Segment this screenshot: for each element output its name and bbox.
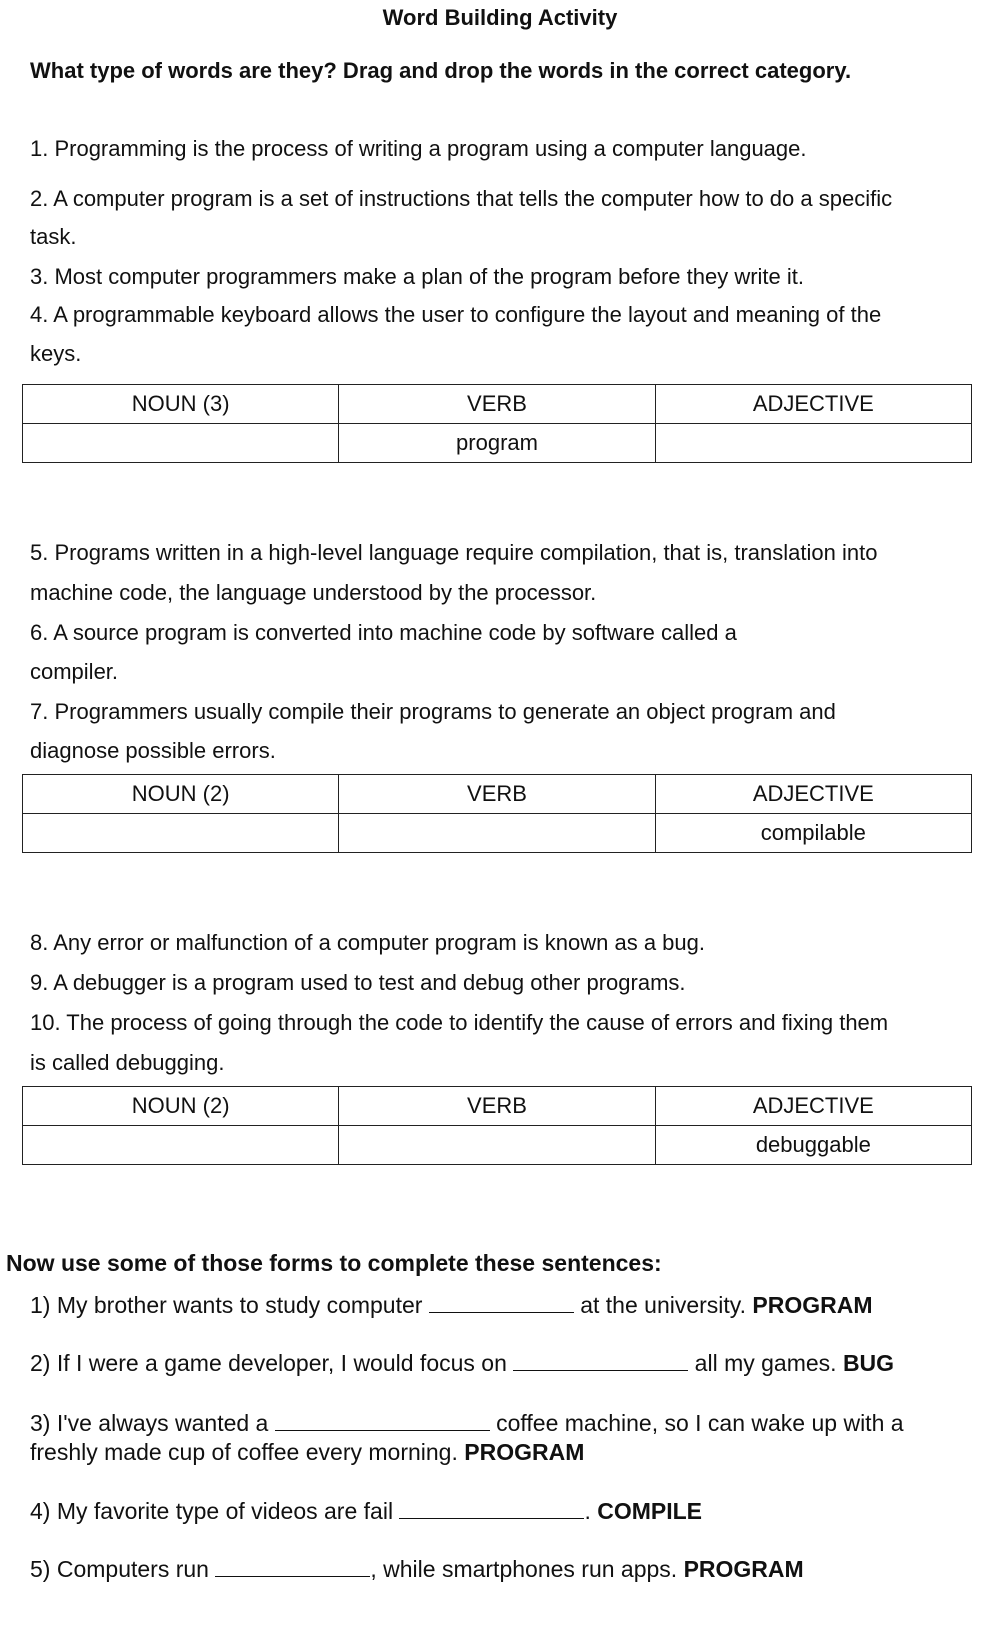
- header-adjective: ADJECTIVE: [655, 1087, 971, 1126]
- keyword: PROGRAM: [752, 1292, 873, 1318]
- exercise-text: freshly made cup of coffee every morning.: [30, 1439, 465, 1465]
- drop-zone-verb[interactable]: [339, 814, 655, 853]
- keyword: PROGRAM: [464, 1439, 585, 1465]
- sentence: task.: [30, 224, 77, 249]
- exercise-item-2: [30, 1350, 894, 1377]
- header-adjective: ADJECTIVE: [655, 775, 971, 814]
- sentence: 4. A programmable keyboard allows the user to configure the layout and meaning of the: [30, 302, 882, 327]
- sentence: compiler.: [30, 659, 119, 684]
- sentence: machine code, the language understood by the processor.: [30, 580, 597, 605]
- exercise-item-3: [30, 1410, 904, 1437]
- header-noun: NOUN (2): [23, 775, 339, 814]
- category-table-1: [22, 384, 972, 463]
- keyword: BUG: [842, 1350, 895, 1376]
- drop-zone-adjective[interactable]: debuggable: [655, 1126, 971, 1165]
- keyword: PROGRAM: [683, 1556, 804, 1582]
- sentence: 2. A computer program is a set of instructions that tells the computer how to do a specific: [30, 186, 893, 211]
- header-noun: NOUN (3): [23, 385, 339, 424]
- drop-zone-adjective[interactable]: compilable: [655, 814, 971, 853]
- header-verb: VERB: [339, 775, 655, 814]
- sentence: 6. A source program is converted into machine code by software called a: [30, 620, 737, 645]
- answer-blank[interactable]: [399, 1498, 584, 1519]
- drop-zone-verb[interactable]: program: [339, 424, 655, 463]
- exercise-text: 2) If I were a game developer, I would focus on: [30, 1350, 514, 1376]
- exercise-text: 3) I've always wanted a: [30, 1410, 275, 1436]
- answer-blank[interactable]: [429, 1292, 574, 1313]
- answer-blank[interactable]: [215, 1556, 370, 1577]
- exercise-text: coffee machine, so I can wake up with a: [489, 1410, 904, 1436]
- sentence: diagnose possible errors.: [30, 738, 276, 763]
- exercise-text: all my games.: [688, 1350, 843, 1376]
- header-noun: NOUN (2): [23, 1087, 339, 1126]
- exercise-text: .: [584, 1498, 598, 1524]
- sentence: 1. Programming is the process of writing a program using a computer language.: [30, 136, 807, 161]
- instruction: What type of words are they? Drag and drop the words in the correct category.: [30, 58, 852, 83]
- header-adjective: ADJECTIVE: [655, 385, 971, 424]
- sentence: 3. Most computer programmers make a plan of the program before they write it.: [30, 264, 804, 289]
- sentence: 5. Programs written in a high-level language require compilation, that is, translation into: [30, 540, 878, 565]
- exercise-item-4: [30, 1498, 702, 1525]
- exercise-text: 4) My favorite type of videos are fail: [30, 1498, 400, 1524]
- exercise-text: 5) Computers run: [30, 1556, 216, 1582]
- exercise-item-1: [30, 1292, 873, 1319]
- category-table-2: [22, 774, 972, 853]
- keyword: COMPILE: [597, 1498, 702, 1524]
- answer-blank[interactable]: [513, 1350, 688, 1371]
- sentence: keys.: [30, 341, 82, 366]
- sentence: 10. The process of going through the code to identify the cause of errors and fixing them: [30, 1010, 889, 1035]
- exercise-item-5: [30, 1556, 804, 1583]
- sentence: 8. Any error or malfunction of a computer program is known as a bug.: [30, 930, 705, 955]
- answer-blank[interactable]: [275, 1410, 490, 1431]
- page-title: Word Building Activity: [382, 5, 618, 30]
- drop-zone-adjective[interactable]: [655, 424, 971, 463]
- exercise-text: , while smartphones run apps.: [370, 1556, 684, 1582]
- exercise-item-3-line2: [30, 1439, 584, 1466]
- exercise-heading: Now use some of those forms to complete these sentences:: [6, 1250, 662, 1276]
- sentence: is called debugging.: [30, 1050, 225, 1075]
- exercise-text: at the university.: [573, 1292, 753, 1318]
- header-verb: VERB: [339, 385, 655, 424]
- drop-zone-noun[interactable]: [23, 424, 339, 463]
- drop-zone-noun[interactable]: [23, 1126, 339, 1165]
- header-verb: VERB: [339, 1087, 655, 1126]
- category-table-3: [22, 1086, 972, 1165]
- drop-zone-noun[interactable]: [23, 814, 339, 853]
- sentence: 9. A debugger is a program used to test and debug other programs.: [30, 970, 686, 995]
- drop-zone-verb[interactable]: [339, 1126, 655, 1165]
- sentence: 7. Programmers usually compile their programs to generate an object program and: [30, 699, 836, 724]
- exercise-text: 1) My brother wants to study computer: [30, 1292, 429, 1318]
